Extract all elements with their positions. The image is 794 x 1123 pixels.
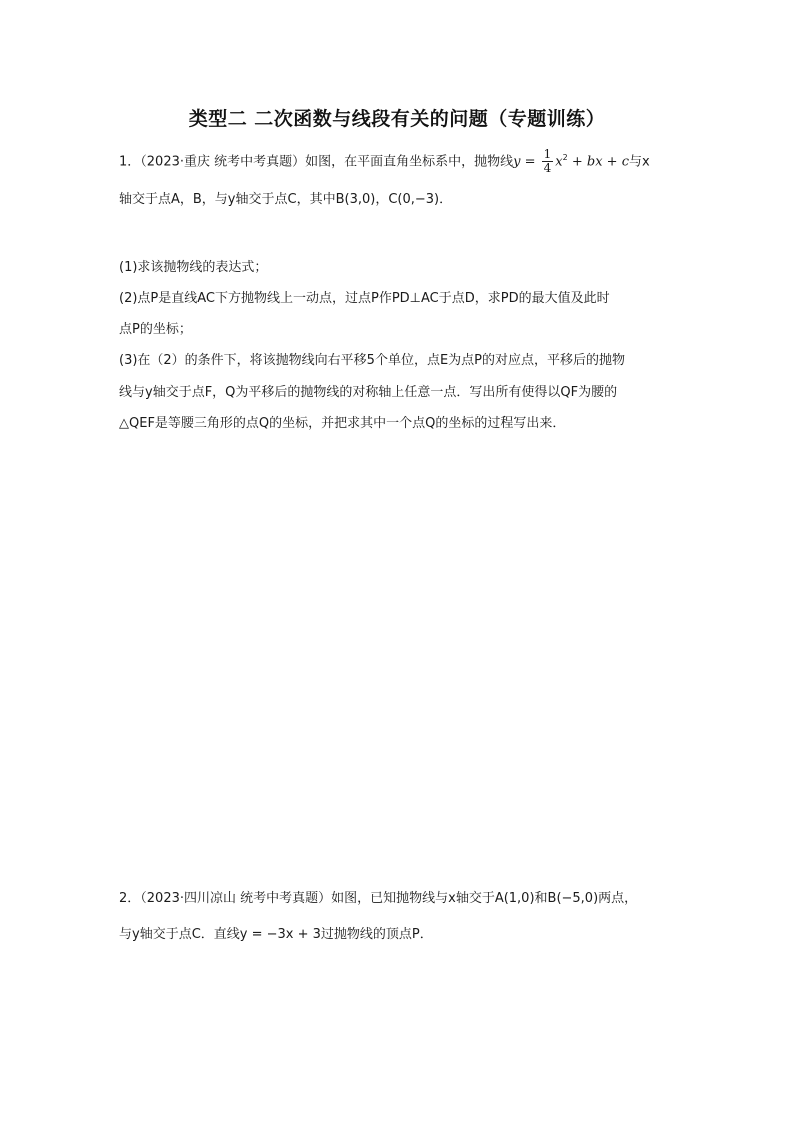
q1-eq-exponent: 2 <box>562 153 568 162</box>
q1-part-3-line-1: (3)在（2）的条件下，将该抛物线向右平移5个单位，点E为点P的对应点，平移后的抛物 <box>119 353 626 368</box>
q1-eq-denominator: 4 <box>543 161 552 176</box>
q1-eq-y: y <box>513 154 521 170</box>
q1-intro-line <box>119 148 650 175</box>
q1-eq-equals: = <box>520 154 540 170</box>
q1-eq-numerator: 1 <box>543 147 552 162</box>
q1-part-2-line-1: (2)点P是直线AC下方抛物线上一动点，过点P作PD⊥AC于点D，求PD的最大值及此时 <box>119 291 610 306</box>
q1-eq-rest: + bx + c <box>567 154 629 170</box>
q1-eq-fraction <box>542 148 554 175</box>
q2-line-2: 与y轴交于点C．直线y = −3x + 3过抛物线的顶点P． <box>119 927 433 942</box>
q1-eq-x: x <box>555 154 563 170</box>
q1-part-2-line-2: 点P的坐标； <box>119 322 192 337</box>
q1-line-2: 轴交于点A，B，与y轴交于点C，其中B(3,0)，C(0,−3)． <box>119 192 453 207</box>
page-title: 类型二 二次函数与线段有关的问题（专题训练） <box>188 108 606 130</box>
q1-part-3-line-2: 线与y轴交于点F，Q为平移后的抛物线的对称轴上任意一点．写出所有使得以QF为腰的 <box>119 385 618 400</box>
q1-part-3-line-3: △QEF是等腰三角形的点Q的坐标，并把求其中一个点Q的坐标的过程写出来． <box>119 416 566 431</box>
q2-line-1: 2．（2023·四川凉山 统考中考真题）如图，已知抛物线与x轴交于A(1,0)和B(−5,0)两点， <box>119 891 638 906</box>
q1-intro-text: 1．（2023·重庆 统考中考真题）如图，在平面直角坐标系中，抛物线 <box>119 154 514 170</box>
q1-part-1: (1)求该抛物线的表达式； <box>119 260 268 275</box>
q1-intro-tail: 与x <box>628 154 650 170</box>
